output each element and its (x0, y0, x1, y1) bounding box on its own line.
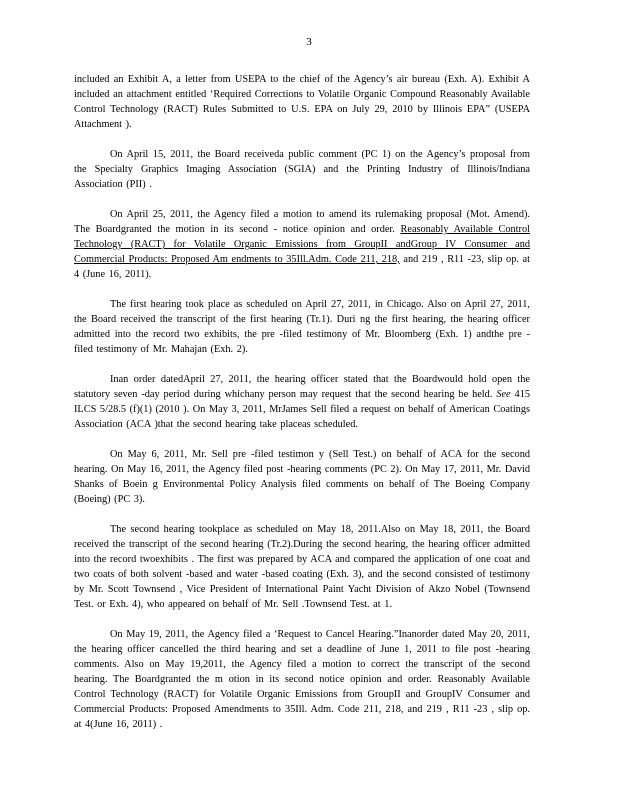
paragraph-hearing-officer-order (74, 372, 530, 432)
paragraph-motion-to-amend-text: On April 25, 2011, the Agency filed a motion to amend its rulemaking proposal (Mot. Amend). The Boardgranted the motion in its second - notice opinion and order. (74, 209, 530, 235)
paragraph-exhibit-a: included an Exhibit A, a letter from USEPA to the chief of the Agency’s air bureau (Exh. A). Exhibit A included an attachment entitled ‘Required Corrections to Volatile Organic Compound Reasonably Available Control Technology (RACT) Rules Submitted to U.S. EPA on July 29, 2010 by Illinois EPA” (USEPA Attachment ). (74, 74, 530, 130)
see-signal: See (496, 389, 511, 400)
page-number: 3 (306, 36, 312, 48)
paragraph-hearing-officer-order-tail: 415 ILCS 5/28.5 (f)(1) (2010 ). On May 3, 2011, MrJames Sell filed a request on behalf of American Coatings Association (ACA )that the second hearing take placeas scheduled. (74, 389, 530, 430)
paragraph-motion-to-amend (74, 207, 530, 282)
paragraph-sell-testimony: On May 6, 2011, Mr. Sell pre -filed testimon y (Sell Test.) on behalf of ACA for the second hearing. On May 16, 2011, the Agency filed post -hearing comments (PC 2). On May 17, 2011, Mr. David Shanks of Boein g Environmental Policy Analysis filed comments on behalf of The Boeing Company (Boeing) (PC 3). (74, 449, 530, 505)
paragraph-second-hearing: The second hearing tookplace as scheduled on May 18, 2011.Also on May 18, 2011, the Board received the transcript of the second hearing (Tr.2).During the second hearing, the hearing officer admitted into the record twoexhibits . The first was prepared by ACA and compared the application of one coat and two coats of both solvent -based and water -based coating (Exh. 3), and the second consisted of testimony by Mr. Scott Townsend , Vice President of International Paint Yacht Division of Akzo Nobel (Townsend Test. or Exh. 4), who appeared on behalf of Mr. Sell .Townsend Test. at 1. (74, 524, 530, 610)
paragraph-motion-to-amend-tail: and 219 , R11 -23, slip op. at 4 (June 16, 2011). (74, 254, 530, 280)
paragraph-hearing-officer-order-text: Inan order datedApril 27, 2011, the hearing officer stated that the Boardwould hold open the statutory seven -day period during whichany person may request that the second hearing be held. (74, 374, 530, 400)
paragraph-public-comment: On April 15, 2011, the Board receiveda public comment (PC 1) on the Agency’s proposal from the Specialty Graphics Imaging Association (SGIA) and the Printing Industry of Illinois/Indiana Association (PII) . (74, 149, 530, 190)
paragraph-first-hearing: The first hearing took place as scheduled on April 27, 2011, in Chicago. Also on April 27, 2011, the Board received the transcript of the first hearing (Tr.1). Duri ng the first hearing, the hearing officer admitted into the record two exhibits, the pre -filed testimony of Mr. Bloomberg (Exh. 1) andthe pre - filed testimony of Mr. Mahajan (Exh. 2). (74, 299, 530, 355)
document-body (74, 72, 530, 747)
paragraph-cancel-hearing: On May 19, 2011, the Agency filed a ‘Request to Cancel Hearing.”Inanorder dated May 20, 2011, the hearing officer cancelled the third hearing and set a deadline of June 1, 2011 to file post -hearing comments. Also on May 19,2011, the Agency filed a motion to correct the transcript of the second hearing. The Boardgranted the m otion in its second notice opinion and order. Reasonably Available Control Technology (RACT) for Volatile Organic Emissions from GroupII and GroupIV Consumer and Commercial Products: Proposed Amendments to 35Ill. Adm. Code 211, 218, and 219 , R11 -23 , slip op. at 4(June 16, 2011) . (74, 629, 530, 730)
case-citation-underlined: Reasonably Available Control Technology (RACT) for Volatile Organic Emissions from GroupII andGroup IV Consumer and Commercial Products: Proposed Am endments to 35Ill.Adm. Code 211, 218, (74, 224, 530, 265)
